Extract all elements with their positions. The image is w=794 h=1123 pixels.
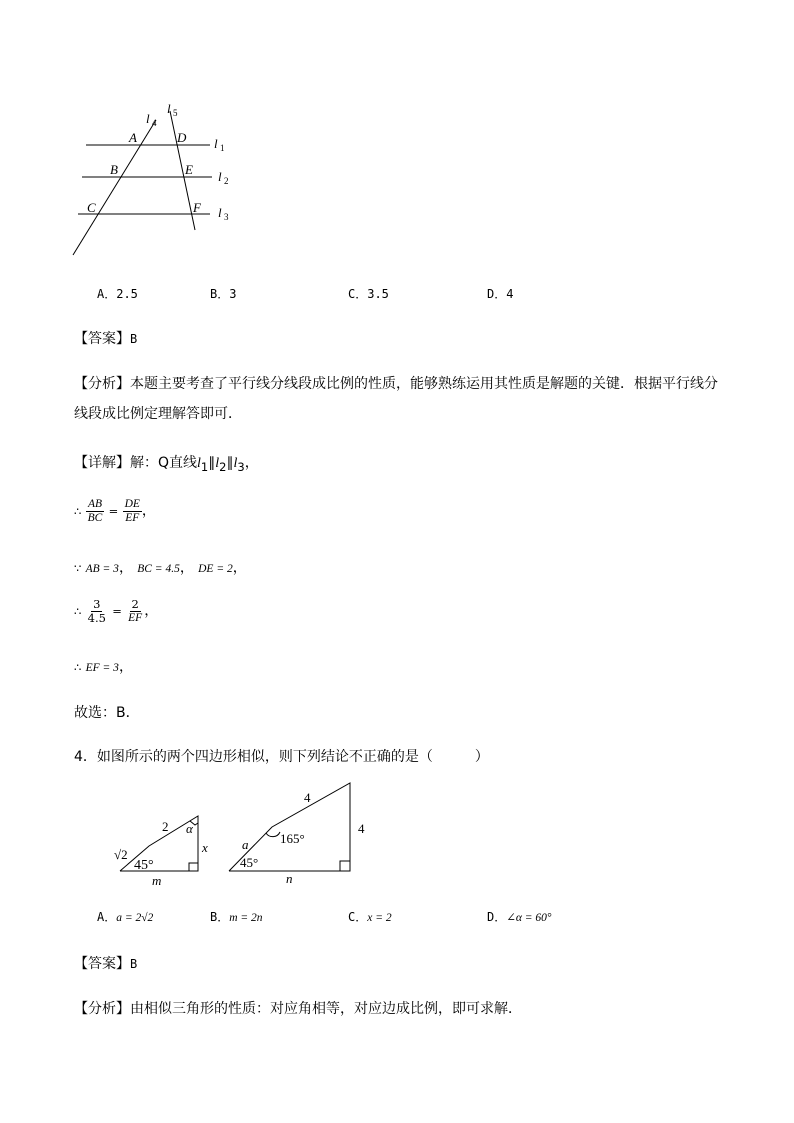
q3-proportion-1: ∴ $\frac{AB}{BC}$ = $\frac{DE}{EF}$ ， [74, 498, 156, 524]
label-l2-sub: 2 [224, 176, 229, 186]
detail-intro-text: 解：Q直线 [130, 455, 198, 471]
large-angle-165: 165° [280, 831, 305, 846]
small-side-root2: √2 [114, 847, 128, 862]
given-ab: AB = 3 [85, 563, 119, 575]
large-side-4-right: 4 [358, 821, 365, 836]
label-l5: l [167, 101, 171, 116]
large-right-angle [340, 861, 350, 871]
angle-165-arc [266, 832, 280, 837]
q4-option-d: D．∠α = 60° [487, 910, 552, 924]
q3-option-a: A．2.5 [97, 287, 138, 301]
q4-analysis [74, 998, 522, 1018]
q3-choose: 故选：B． [74, 705, 140, 721]
q4-option-a: A．a = 2√2 [97, 910, 154, 924]
small-angle-alpha: α [186, 821, 193, 836]
fraction-3-4.5: $\frac{3}{4.5}$ [87, 597, 106, 625]
q4-answer [74, 953, 137, 973]
parallel-lines-figure [60, 95, 250, 265]
label-l1-sub: 1 [220, 143, 225, 153]
answer-value: B [130, 957, 138, 971]
small-side-x: x [202, 840, 208, 855]
label-l2: l [218, 169, 222, 184]
large-side-4-top: 4 [304, 790, 311, 805]
q3-analysis-line2: 线段成比例定理解答即可． [74, 406, 242, 422]
point-E: E [185, 162, 193, 177]
point-F: F [193, 200, 201, 215]
point-C: C [87, 200, 96, 215]
parallel-symbol: ∥ [226, 455, 234, 471]
answer-value: B [130, 332, 138, 346]
q4-option-b: B．m = 2n [210, 910, 263, 924]
fraction-de-ef: $\frac{DE}{EF}$ [124, 498, 140, 524]
q3-detail-intro: 【详解】解：Q直线$l_1\parallel l_2\parallel l_3$， [74, 455, 259, 474]
point-A: A [129, 130, 137, 145]
line-l4 [73, 120, 156, 255]
answer-tag: 【答案】 [74, 331, 130, 347]
similar-quadrilaterals-figure [100, 775, 400, 890]
q3-answer [74, 328, 137, 348]
small-angle-45: 45° [134, 858, 154, 873]
answer-tag: 【答案】 [74, 956, 130, 972]
q3-proportion-2: ∴ $\frac{3}{4.5}$ = $\frac{2}{EF}$ ， [74, 597, 159, 625]
q3-result: ∴ EF = 3， [74, 659, 133, 675]
analysis-tag: 【分析】 [74, 376, 130, 392]
label-l3-sub: 3 [224, 212, 229, 222]
label-l1: l [214, 136, 218, 151]
label-l4-sub: 4 [152, 118, 157, 128]
detail-tag: 【详解】 [74, 455, 130, 471]
point-B: B [110, 162, 118, 177]
analysis-line1: 本题主要考查了平行线分线段成比例的性质，能够熟练运用其性质是解题的关键．根据平行线分 [130, 376, 718, 392]
q3-given-values: ∵ AB = 3， BC = 4.5， DE = 2， [74, 560, 247, 576]
point-D: D [177, 130, 187, 145]
parallel-symbol: ∥ [208, 455, 216, 471]
q4-option-c: C．x = 2 [348, 910, 392, 924]
label-l4: l [146, 111, 150, 126]
given-bc: BC = 4.5 [137, 563, 180, 575]
given-de: DE = 2 [198, 563, 233, 575]
label-l5-sub: 5 [173, 108, 178, 118]
q3-option-c: C．3.5 [348, 287, 389, 301]
small-right-angle [189, 863, 198, 871]
analysis-tag: 【分析】 [74, 1001, 130, 1017]
large-side-a: a [242, 837, 249, 852]
fraction-ab-bc: $\frac{AB}{BC}$ [87, 498, 103, 524]
q3-option-d: D．4 [487, 287, 514, 301]
fraction-2-ef: $\frac{2}{EF}$ [128, 597, 143, 624]
small-side-2: 2 [162, 819, 169, 834]
q3-option-b: B．3 [210, 287, 237, 301]
large-side-n: n [286, 871, 293, 886]
analysis-text: 由相似三角形的性质：对应角相等，对应边成比例，即可求解． [130, 1001, 522, 1017]
q4-stem: 4．如图所示的两个四边形相似，则下列结论不正确的是（ ） [74, 749, 489, 765]
small-side-m: m [152, 873, 162, 888]
label-l3: l [218, 205, 222, 220]
q3-analysis [74, 373, 734, 393]
large-angle-45: 45° [240, 855, 259, 870]
